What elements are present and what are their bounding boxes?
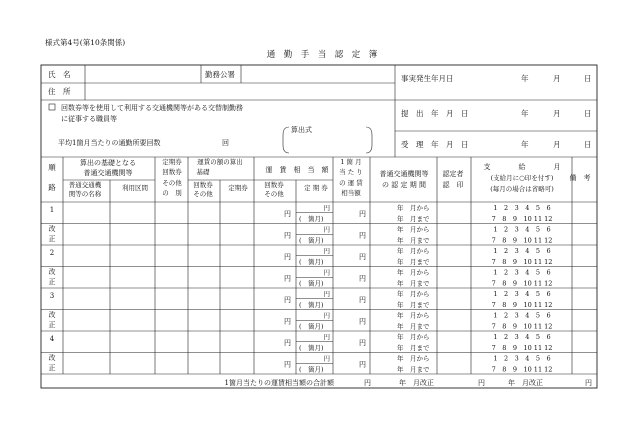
row-2-revision-fare-pass-months: ( 箇月)	[299, 279, 324, 288]
row-1-entry-payment-months-row1: 1 2 3 4 5 6	[493, 204, 551, 212]
row-2-revision-monthly-yen: 円	[359, 274, 366, 283]
row-4-revision-payment-months-row2: 7 8 9 10 11 12	[491, 365, 553, 374]
row-2-revision-label-bottom: 正	[48, 278, 56, 286]
row-1-revision-fare-pass-yen: 円	[323, 225, 330, 234]
pass-period-header-line2: 回数券	[162, 168, 182, 176]
row-2-entry-payment-months-row2: 7 8 9 10 11 12	[491, 258, 553, 266]
row-1-revision-label-top: 改	[48, 225, 56, 233]
shift-worker-checkbox[interactable]	[49, 104, 55, 110]
revised-yen-2: 円	[585, 379, 592, 387]
row-2-entry-fare-pass-yen: 円	[323, 247, 330, 255]
event-date-label: 事実発生年月日	[401, 74, 454, 83]
row-2-revision-payment-months-row1: 1 2 3 4 5 6	[493, 268, 551, 277]
row-3-revision-payment-months-row1: 1 2 3 4 5 6	[493, 311, 551, 320]
row-2-entry-period-from: 年 月から	[397, 247, 430, 255]
pass-period-header-line3: その他	[162, 179, 182, 187]
row-2-revision-period-to: 年 月まで	[397, 279, 430, 288]
row-3-revision-label-top: 改	[48, 311, 56, 319]
event-month-unit: 月	[553, 74, 561, 83]
row-4-entry-payment-months-row2: 7 8 9 10 11 12	[491, 344, 553, 352]
row-4-revision-label-top: 改	[48, 354, 56, 362]
approver-header-line2: 認 印	[442, 181, 464, 189]
row-1-entry-fare-pass-months: ( 箇月)	[299, 215, 324, 223]
revised-date-1: 年 月改正	[399, 379, 434, 387]
row-1-entry-period-to: 年 月まで	[397, 215, 430, 223]
row-1-entry-monthly-yen: 円	[359, 210, 366, 218]
row-3-entry-period-from: 年 月から	[397, 290, 430, 298]
address-field[interactable]	[86, 84, 394, 100]
receipt-month-unit: 月	[553, 140, 561, 149]
transport-name-header-line2: 関等の名称	[68, 190, 102, 198]
row-1-revision-monthly-yen: 円	[359, 231, 366, 240]
monthly-header-line4: 相当額	[341, 189, 361, 197]
row-4-entry-fare-pass-yen: 円	[323, 333, 330, 341]
row-3-revision-fare-pass-months: ( 箇月)	[299, 322, 324, 331]
row-1-entry-payment-months-row2: 7 8 9 10 11 12	[491, 215, 553, 223]
row-2-entry-payment-months-row1: 1 2 3 4 5 6	[493, 247, 551, 255]
pass-period-header-line4: の 別	[162, 189, 182, 197]
route-header: 利用区間	[122, 184, 148, 192]
row-3-number: 3	[49, 292, 55, 300]
fare-basis-header-line1: 運賃の額の算出	[197, 158, 243, 166]
row-1-revision-payment-months-row1: 1 2 3 4 5 6	[493, 225, 551, 234]
row-1-revision-period-from: 年 月から	[397, 225, 430, 234]
pass-header: 定期券	[228, 184, 248, 192]
times-unit: 回	[222, 139, 229, 147]
row-3-revision-label-bottom: 正	[48, 321, 56, 329]
row-2-entry-period-to: 年 月まで	[397, 258, 430, 266]
row-4-number: 4	[49, 335, 55, 343]
fare-ticket-header-line1: 回数券	[264, 181, 284, 189]
row-2-revision-fare-ticket-yen: 円	[284, 274, 291, 283]
row-4-entry-period-to: 年 月まで	[397, 344, 430, 352]
fare-basis-header-line2: 基礎	[196, 168, 210, 176]
row-3-revision-period-to: 年 月まで	[397, 322, 430, 331]
row-3-revision-fare-pass-yen: 円	[323, 311, 330, 320]
seq-header-bottom: 路	[48, 183, 56, 192]
page-title: 通 勤 手 当 認 定 簿	[266, 50, 378, 60]
row-1-entry-period-from: 年 月から	[397, 204, 430, 212]
submit-year-unit: 年	[521, 109, 529, 118]
monthly-header-line2: 当 た り	[339, 168, 363, 176]
revised-date-2: 年 月改正	[508, 379, 543, 387]
receipt-day-unit: 日	[584, 140, 592, 149]
row-1-revision-fare-ticket-yen: 円	[284, 231, 291, 240]
row-2-entry-fare-pass-months: ( 箇月)	[299, 258, 324, 266]
row-2-revision-fare-pass-yen: 円	[323, 268, 330, 277]
total-label: 1箇月当たりの運賃相当額の合計額	[224, 379, 334, 387]
revised-yen-1: 円	[478, 379, 485, 387]
date-units	[521, 73, 592, 149]
submit-month-unit: 月	[553, 109, 561, 118]
calc-formula-label: 算出式	[291, 126, 312, 134]
row-3-entry-fare-pass-yen: 円	[323, 290, 330, 298]
workplace-label: 勤務公署	[205, 70, 235, 79]
row-1-number: 1	[49, 206, 55, 214]
fare-ticket-header-line2: その他	[264, 190, 284, 198]
name-field[interactable]	[86, 66, 200, 82]
basis-header-line2: 普通交通機関等	[83, 169, 133, 177]
submit-day-unit: 日	[584, 109, 592, 118]
row-2-entry-monthly-yen: 円	[359, 253, 366, 261]
row-3-entry-period-to: 年 月まで	[397, 301, 430, 309]
event-day-unit: 日	[584, 74, 592, 83]
workplace-field[interactable]	[242, 66, 394, 82]
event-year-unit: 年	[521, 74, 529, 83]
form-number: 様式第4号(第10条関係)	[45, 38, 126, 47]
row-1-entry-fare-pass-yen: 円	[323, 204, 330, 212]
payment-month-header: 支 給 月	[483, 163, 561, 171]
calc-formula-open-bracket	[283, 127, 289, 153]
transport-name-header-line1: 普通交通機	[68, 181, 102, 189]
row-4-entry-payment-months-row1: 1 2 3 4 5 6	[493, 333, 551, 341]
row-2-revision-payment-months-row2: 7 8 9 10 11 12	[491, 279, 553, 288]
ticket-other-header-line2: その他	[193, 190, 213, 198]
row-1-revision-label-bottom: 正	[48, 235, 56, 243]
seq-header-top: 順	[48, 163, 56, 172]
row-4-revision-label-bottom: 正	[48, 364, 56, 372]
basis-header-line1: 算出の基礎となる	[80, 159, 136, 167]
average-days-label: 平均1箇月当たりの通勤所要回数	[58, 139, 161, 147]
row-4-entry-period-from: 年 月から	[397, 333, 430, 341]
column-headers	[48, 157, 590, 198]
period-header-line2: の 認 定 期 間	[382, 181, 426, 189]
pass-period-header-line1: 定期券	[162, 158, 182, 166]
row-4-revision-fare-pass-yen: 円	[323, 354, 330, 363]
row-1-revision-fare-pass-months: ( 箇月)	[299, 236, 324, 245]
row-3-entry-payment-months-row1: 1 2 3 4 5 6	[493, 290, 551, 298]
row-3-revision-payment-months-row2: 7 8 9 10 11 12	[491, 322, 553, 331]
row-2-number: 2	[49, 249, 55, 257]
receipt-date-label: 受 理 年 月 日	[401, 140, 469, 149]
row-1-revision-payment-months-row2: 7 8 9 10 11 12	[491, 236, 553, 245]
monthly-header-line1: 1 箇 月	[340, 158, 362, 166]
row-3-entry-monthly-yen: 円	[359, 296, 366, 304]
monthly-header-line3: の 運 賃	[339, 179, 363, 187]
row-1-revision-period-to: 年 月まで	[397, 236, 430, 245]
row-4-revision-period-to: 年 月まで	[397, 365, 430, 374]
row-4-revision-fare-ticket-yen: 円	[284, 360, 291, 369]
fare-pass-header: 定 期 券	[304, 184, 328, 192]
total-yen-unit: 円	[364, 379, 371, 387]
row-4-revision-payment-months-row1: 1 2 3 4 5 6	[493, 354, 551, 363]
period-header-line1: 普通交通機関等	[379, 170, 429, 178]
row-4-entry-monthly-yen: 円	[359, 339, 366, 347]
checkbox-label-line1: 回数券等を使用して利用する交通機関等がある交替制勤務	[61, 104, 243, 112]
checkbox-label-line2: に従事する職員等	[61, 115, 117, 123]
name-label: 氏 名	[48, 70, 71, 79]
row-4-entry-fare-pass-months: ( 箇月)	[299, 344, 324, 352]
payment-note-line2: (毎月の場合は省略可)	[490, 185, 554, 193]
address-label: 住 所	[48, 87, 71, 96]
row-4-revision-period-from: 年 月から	[397, 354, 430, 363]
row-3-revision-period-from: 年 月から	[397, 311, 430, 320]
calc-formula-close-bracket	[366, 127, 372, 153]
payment-note-line1: (支給月に○印を付す)	[490, 174, 554, 182]
row-2-revision-label-top: 改	[48, 268, 56, 276]
row-3-revision-fare-ticket-yen: 円	[284, 317, 291, 326]
receipt-year-unit: 年	[521, 140, 529, 149]
row-1-entry-fare-ticket-yen: 円	[284, 210, 291, 218]
row-4-revision-fare-pass-months: ( 箇月)	[299, 365, 324, 374]
row-3-entry-fare-pass-months: ( 箇月)	[299, 301, 324, 309]
row-4-entry-fare-ticket-yen: 円	[284, 339, 291, 347]
row-4-revision-monthly-yen: 円	[359, 360, 366, 369]
submit-date-label: 提 出 年 月 日	[401, 109, 469, 118]
row-3-revision-monthly-yen: 円	[359, 317, 366, 326]
row-3-entry-payment-months-row2: 7 8 9 10 11 12	[491, 301, 553, 309]
remarks-header: 備 考	[569, 174, 591, 182]
approver-header-line1: 認定者	[442, 170, 464, 178]
ticket-other-header-line1: 回数券	[193, 181, 213, 189]
fare-equiv-header: 運 賃 相 当 額	[265, 166, 329, 174]
row-3-entry-fare-ticket-yen: 円	[284, 296, 291, 304]
row-2-entry-fare-ticket-yen: 円	[284, 253, 291, 261]
row-2-revision-period-from: 年 月から	[397, 268, 430, 277]
